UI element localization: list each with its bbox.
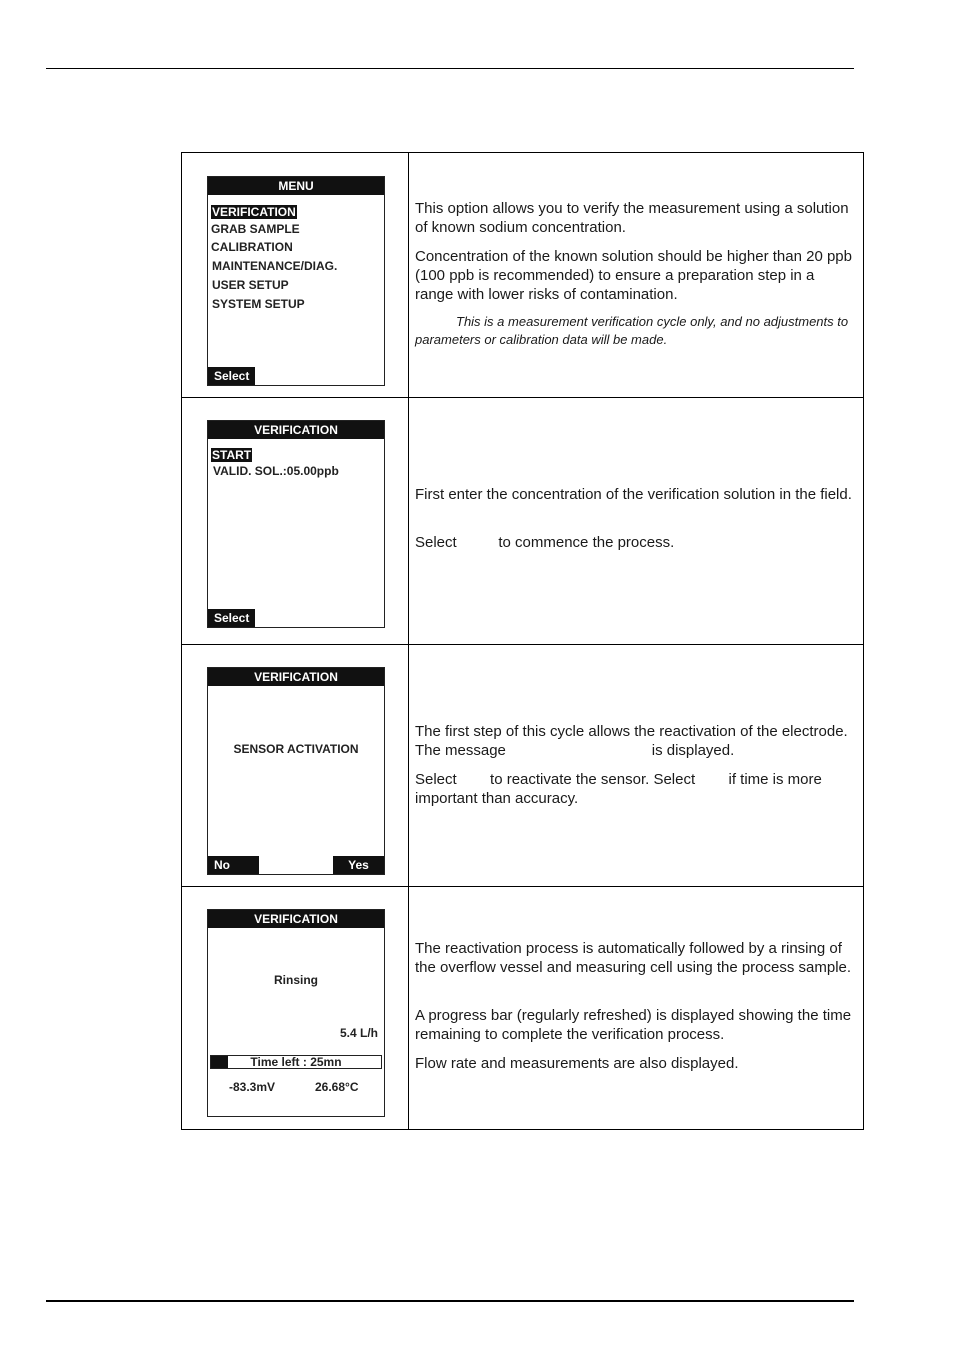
- description-paragraph: This option allows you to verify the measurement using a solution of known sodium concentration.: [415, 200, 849, 236]
- rinsing-message: Rinsing: [274, 973, 318, 987]
- temperature-readout: 26.68°C: [315, 1080, 359, 1094]
- description-paragraph: The first step of this cycle allows the reactivation of the electrode. The message is displayed.: [415, 723, 852, 759]
- screen-cell: [182, 398, 409, 645]
- lcd-screen-verification-start: [207, 420, 385, 628]
- lcd-title: VERIFICATION: [208, 421, 384, 439]
- start-option[interactable]: START: [212, 448, 252, 462]
- yes-softkey[interactable]: Yes: [333, 856, 384, 874]
- description-paragraph: The reactivation process is automatically followed by a rinsing of the overflow vessel and measuring cell using the process sample.: [415, 940, 852, 976]
- description-cell: [409, 645, 864, 887]
- table-row: [182, 153, 864, 398]
- verification-steps-table: [181, 152, 864, 1130]
- screen-cell: [182, 153, 409, 398]
- menu-item-maintenance[interactable]: MAINTENANCE/DIAG.: [212, 259, 338, 273]
- lcd-screen-sensor-activation: [207, 667, 385, 875]
- description-paragraph: Flow rate and measurements are also displayed.: [415, 1055, 739, 1072]
- note-text: This is a measurement verification cycle only, and no adjustments to parameters or calibration data will be made.: [415, 314, 849, 347]
- lcd-title: VERIFICATION: [208, 668, 384, 686]
- menu-item-verification[interactable]: VERIFICATION: [212, 205, 296, 219]
- mv-readout: -83.3mV: [229, 1080, 276, 1094]
- footer-rule: [46, 1300, 854, 1302]
- time-left-text: Time left : 25mn: [250, 1055, 342, 1069]
- no-softkey[interactable]: No: [208, 856, 259, 874]
- description-cell: [409, 887, 864, 1130]
- table-row: [182, 398, 864, 645]
- lcd-screen-rinsing: [207, 909, 385, 1117]
- menu-item-user-setup[interactable]: USER SETUP: [212, 278, 289, 292]
- description-paragraph: Select to commence the process.: [415, 534, 675, 551]
- description-paragraph: Concentration of the known solution should be higher than 20 ppb (100 ppb is recommended) to ensure a preparation step in a range with lower risks of contamination.: [415, 248, 852, 303]
- screen-cell: [182, 645, 409, 887]
- time-left-progress-bar: [210, 1055, 382, 1069]
- description-cell: [409, 153, 864, 398]
- lcd-title: VERIFICATION: [208, 910, 384, 928]
- valid-sol-field[interactable]: VALID. SOL.:05.00ppb: [213, 464, 339, 478]
- flow-rate-readout: 5.4 L/h: [339, 1026, 378, 1040]
- screen-cell: [182, 887, 409, 1130]
- sensor-activation-message: SENSOR ACTIVATION: [233, 742, 359, 756]
- description-paragraph: Select to reactivate the sensor. Select if time is more important than accuracy.: [415, 771, 827, 807]
- table-row: [182, 887, 864, 1130]
- select-softkey[interactable]: Select: [208, 367, 255, 385]
- header-rule: [46, 68, 854, 69]
- description-paragraph: A progress bar (regularly refreshed) is displayed showing the time remaining to complete the verification process.: [415, 1007, 852, 1043]
- table-row: [182, 645, 864, 887]
- lcd-title: MENU: [208, 177, 384, 195]
- menu-item-system-setup[interactable]: SYSTEM SETUP: [212, 297, 305, 311]
- menu-item-grab-sample[interactable]: GRAB SAMPLE: [211, 222, 300, 236]
- description-cell: [409, 398, 864, 645]
- description-paragraph: First enter the concentration of the verification solution in the field.: [415, 486, 852, 503]
- lcd-screen-menu: [207, 176, 385, 386]
- menu-item-calibration[interactable]: CALIBRATION: [211, 240, 293, 254]
- select-softkey[interactable]: Select: [208, 609, 255, 627]
